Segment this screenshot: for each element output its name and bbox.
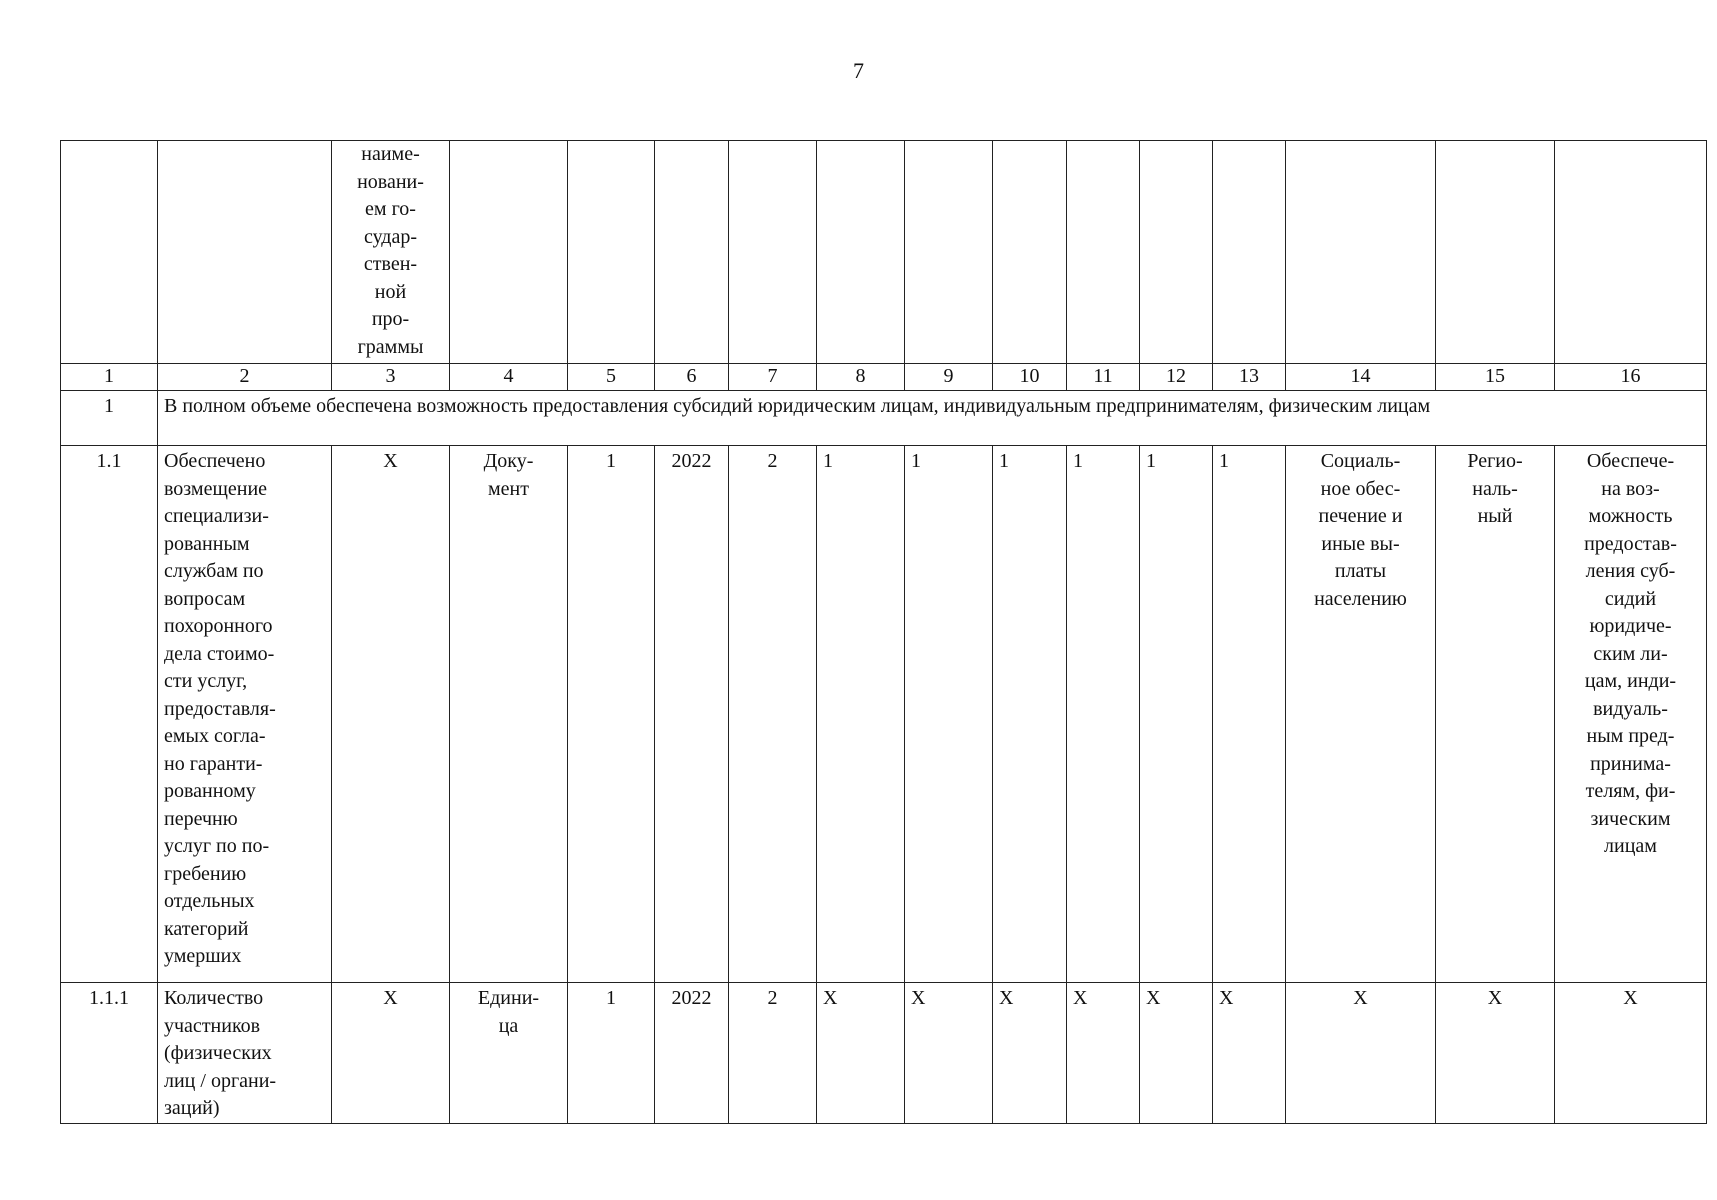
column-number: 9 xyxy=(905,364,993,391)
cell-col8: X xyxy=(817,983,905,1124)
cell-col14: X xyxy=(1286,983,1436,1124)
column-number: 15 xyxy=(1436,364,1555,391)
column-number: 4 xyxy=(450,364,568,391)
column-number: 2 xyxy=(158,364,332,391)
cell-col15: Регио- наль- ный xyxy=(1436,446,1555,983)
cont-cell-8 xyxy=(817,141,905,364)
cont-cell-16 xyxy=(1555,141,1707,364)
cont-cell-5 xyxy=(568,141,655,364)
column-number: 16 xyxy=(1555,364,1707,391)
cell-col10: X xyxy=(993,983,1067,1124)
column-number: 12 xyxy=(1140,364,1213,391)
column-number: 1 xyxy=(61,364,158,391)
cell-col11: 1 xyxy=(1067,446,1140,983)
cell-col13: 1 xyxy=(1213,446,1286,983)
cell-col3: X xyxy=(332,446,450,983)
cell-col6: 2022 xyxy=(655,446,729,983)
cell-col8: 1 xyxy=(817,446,905,983)
column-number: 8 xyxy=(817,364,905,391)
cell-col12: 1 xyxy=(1140,446,1213,983)
cell-col12: X xyxy=(1140,983,1213,1124)
table-row xyxy=(61,983,1707,1124)
indicators-table xyxy=(60,140,1707,1124)
cell-col9: 1 xyxy=(905,446,993,983)
cont-cell-6 xyxy=(655,141,729,364)
cont-cell-1 xyxy=(61,141,158,364)
cont-cell-2 xyxy=(158,141,332,364)
cell-col5: 1 xyxy=(568,983,655,1124)
page-number: 7 xyxy=(853,58,864,83)
column-number: 11 xyxy=(1067,364,1140,391)
column-number: 5 xyxy=(568,364,655,391)
column-number: 14 xyxy=(1286,364,1436,391)
cell-col4: Едини- ца xyxy=(450,983,568,1124)
row-number: 1.1.1 xyxy=(61,983,158,1124)
column-number: 13 xyxy=(1213,364,1286,391)
cont-cell-14 xyxy=(1286,141,1436,364)
cont-cell-10 xyxy=(993,141,1067,364)
cell-col11: X xyxy=(1067,983,1140,1124)
cont-cell-13 xyxy=(1213,141,1286,364)
cell-col6: 2022 xyxy=(655,983,729,1124)
cell-col14: Социаль- ное обес- печение и иные вы- платы населению xyxy=(1286,446,1436,983)
column-number: 10 xyxy=(993,364,1067,391)
cell-col7: 2 xyxy=(729,446,817,983)
cell-col16: X xyxy=(1555,983,1707,1124)
row-name: Количество участников (физических лиц / органи- заций) xyxy=(158,983,332,1124)
cell-col3: X xyxy=(332,983,450,1124)
cont-cell-3: наиме- новани- ем го- судар- ствен- ной про- граммы xyxy=(332,141,450,364)
cont-cell-4 xyxy=(450,141,568,364)
cell-col7: 2 xyxy=(729,983,817,1124)
cell-col13: X xyxy=(1213,983,1286,1124)
column-number: 7 xyxy=(729,364,817,391)
table-row xyxy=(61,446,1707,983)
column-number: 6 xyxy=(655,364,729,391)
section-title: В полном объеме обеспечена возможность предоставления субсидий юридическим лицам, индивидуальным предпринимателям, физическим лицам xyxy=(158,391,1707,446)
cell-col10: 1 xyxy=(993,446,1067,983)
cont-cell-7 xyxy=(729,141,817,364)
cell-col4: Доку- мент xyxy=(450,446,568,983)
cont-cell-15 xyxy=(1436,141,1555,364)
cell-col5: 1 xyxy=(568,446,655,983)
column-number: 3 xyxy=(332,364,450,391)
cont-cell-9 xyxy=(905,141,993,364)
row-name: Обеспечено возмещение специализи- рованным службам по вопросам похоронного дела стоимо- сти услуг, предоставля- емых согла- но гаранти- рованному перечню услуг по по- гребению отдельных категорий умерших xyxy=(158,446,332,983)
continuation-row xyxy=(61,141,1707,364)
cont-cell-11 xyxy=(1067,141,1140,364)
cont-cell-12 xyxy=(1140,141,1213,364)
cell-col16: Обеспече- на воз- можность предостав- ления суб- сидий юридиче- ским ли- цам, инди- видуаль- ным пред- принима- телям, фи- зическим лицам xyxy=(1555,446,1707,983)
column-number-row xyxy=(61,364,1707,391)
section-row xyxy=(61,391,1707,446)
section-number: 1 xyxy=(61,391,158,446)
row-number: 1.1 xyxy=(61,446,158,983)
cell-col15: X xyxy=(1436,983,1555,1124)
cell-col9: X xyxy=(905,983,993,1124)
